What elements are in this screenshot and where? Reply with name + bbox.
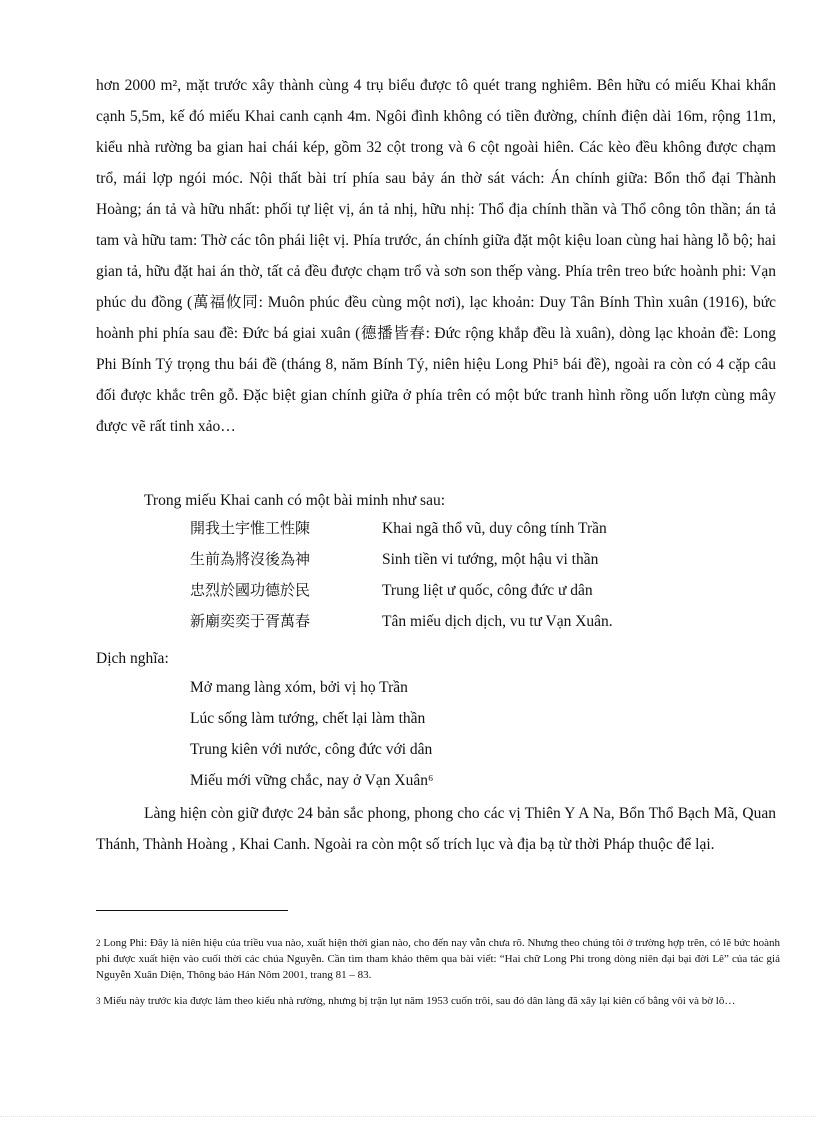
inscription-han: 生前為將沒後為神 [190,550,311,568]
inscription-line [190,606,750,637]
inscription-viet: Khai ngã thổ vũ, duy công tính Trần [382,520,607,537]
paragraph-royal-decrees [96,798,776,860]
translation-line: Lúc sống làm tướng, chết lại làm thần [190,710,426,727]
inscription-line [190,513,750,544]
inscription-han: 新廟奕奕于胥萬春 [190,612,311,630]
footnote [96,993,780,1009]
page-bottom-edge [0,1116,816,1117]
inscription-viet: Tân miếu dịch dịch, vu tư Vạn Xuân. [382,613,613,630]
paragraph-text: Làng hiện còn giữ được 24 bản sắc phong, phong cho các vị Thiên Y A Na, Bổn Thổ Bạch Mã, Quan Thánh, Thành Hoàng , Khai Canh. Ngoài ra còn một số trích lục và địa bạ từ thời Pháp thuộc để lại. [96,805,776,853]
translation-label: Dịch nghĩa: [96,650,169,667]
footnote [96,935,780,983]
translation-block [190,672,433,796]
footnote-text: Miếu này trước kia được làm theo kiểu nhà rường, nhưng bị trận lụt năm 1953 cuốn trôi, sau đó dân làng đã xây lại kiên cố bằng vôi và bờ lô… [103,995,736,1007]
footnotes [96,935,780,1019]
translation-line: Mở mang làng xóm, bởi vị họ Trần [190,679,408,696]
inscription-line [190,575,750,606]
translation-line: Trung kiên với nước, công đức với dân [190,741,433,758]
footnote-number: 2 [96,938,101,948]
inscription-han: 開我土宇惟工性陳 [190,519,311,537]
translation-line: Miếu mới vững chắc, nay ở Vạn Xuân⁶ [190,772,434,789]
footnote-text: Long Phi: Đây là niên hiệu của triều vua nào, xuất hiện thời gian nào, cho đến nay vẫn chưa rõ. Nhưng theo chúng tôi ở trường hợp trên, có lẽ bức hoành phi được xuất hiện vào cuối thời các chúa Nguyễn. Cần tìm tham khảo thêm qua bài viết: “Hai chữ Long Phi trong dòng niên đại bại đời Lê” của tác giả Nguyễn Xuân Diện, Thông báo Hán Nôm 2001, trang 81 – 83. [96,937,780,981]
inscription-viet: Sinh tiền vi tướng, một hậu vi thần [382,551,599,568]
inscription-line [190,544,750,575]
paragraph-temple-description [96,70,776,442]
paragraph-text: hơn 2000 m², mặt trước xây thành cùng 4 trụ biểu được tô quét trang nghiêm. Bên hữu có miếu Khai khẩn cạnh 5,5m, kế đó miếu Khai canh cạnh 4m. Ngôi đình không có tiền đường, chính điện dài 16m, rộng 11m, kiểu nhà rường ba gian hai chái kép, gồm 32 cột trong và 6 cột ngoài hiên. Các kèo đều không được chạm trổ, mái lợp ngói móc. Nội thất bài trí phía sau bảy án thờ sát vách: Án chính giữa: Bổn thổ đại Thành Hoàng; án tả và hữu nhất: phối tự liệt vị, án tả nhị, hữu nhị: Thổ địa chính thần và Thổ công tôn thần; án tả tam và hữu tam: Thờ các tôn phái liệt vị. Phía trước, án chính giữa đặt một kiệu loan cùng hai hàng lỗ bộ; hai gian tả, hữu đặt hai án thờ, tất cả đều được chạm trổ và sơn son thếp vàng. Phía trên treo bức hoành phi: Vạn phúc du đồng (萬福攸同: Muôn phúc đều cùng một nơi), lạc khoản: Duy Tân Bính Thìn xuân (1916), bức hoành phi phía sau đề: Đức bá giai xuân (德播皆春: Đức rộng khắp đều là xuân), dòng lạc khoản đề: Long Phi Bính Tý trọng thu bái đề (tháng 8, năm Bính Tý, niên hiệu Long Phi⁵ bái đề), ngoài ra còn có 4 cặp câu đối được khắc trên gỗ. Đặc biệt gian chính giữa ở phía trên có một bức tranh hình rồng uốn lượn cùng mây được vẽ rất tinh xảo… [96,77,776,435]
footnote-separator [96,910,288,911]
inscription-intro: Trong miếu Khai canh có một bài minh như sau: [144,492,446,509]
inscription-block [190,513,750,637]
footnote-number: 3 [96,996,101,1006]
inscription-han: 忠烈於國功德於民 [190,581,311,599]
inscription-viet: Trung liệt ư quốc, công đức ư dân [382,582,593,599]
